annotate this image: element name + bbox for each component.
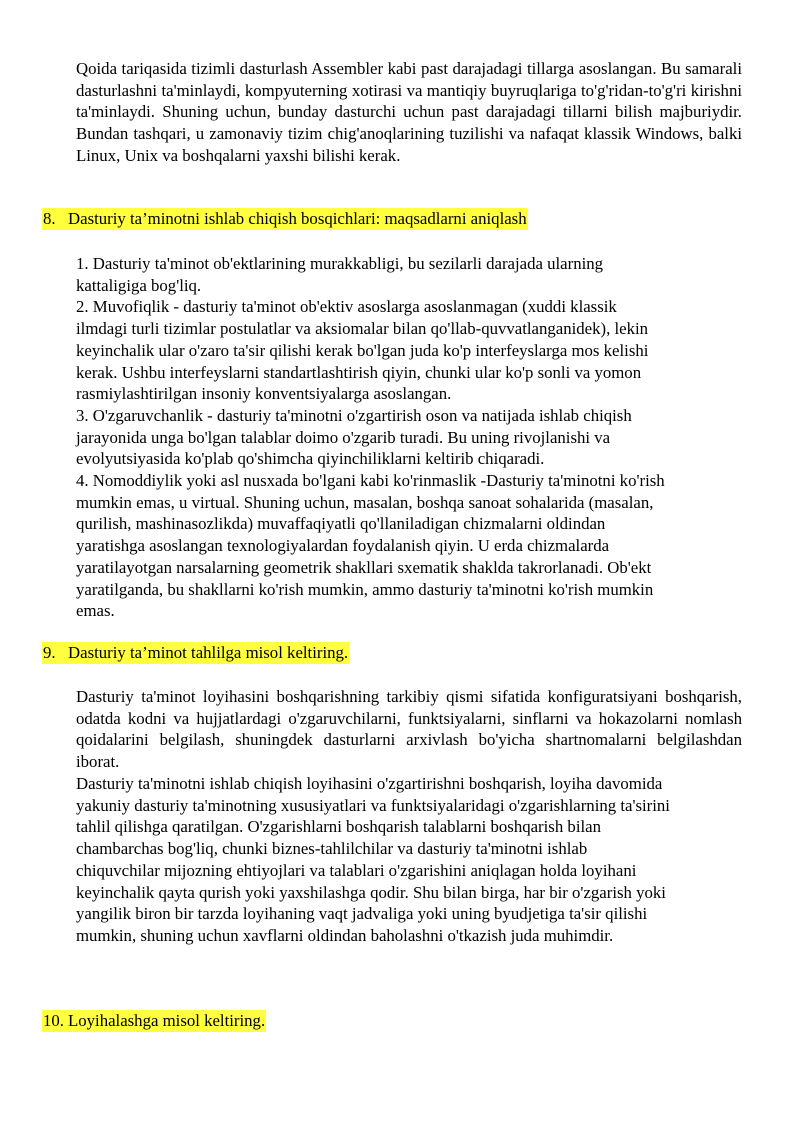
text-line: tahlil qilishga qaratilgan. O'zgarishlarni boshqarish talablarni boshqarish bilan (76, 817, 601, 837)
text-line: ilmdagi turli tizimlar postulatlar va aksiomalar bilan qo'llab-quvvatlanganidek), lekin (76, 319, 649, 339)
section-10-heading (42, 1010, 266, 1032)
section-9-title: Dasturiy ta’minot tahlilga misol keltiring. (68, 643, 349, 662)
text-line: yangilik biron bir tarzda loyihaning vaqt jadvaliga yoki uning byudjetiga ta'sir qilishi (76, 904, 648, 924)
text-line: kattaligiga bog'liq. (76, 275, 202, 295)
text-line: yaratilganda, bu shakllarni ko'rish mumkin, ammo dasturiy ta'minotni ko'rish mumkin (76, 579, 654, 599)
section-8-heading (42, 208, 528, 230)
text-line: yaratishga asoslangan texnologiyalardan foydalanish qiyin. U erda chizmalarda (76, 536, 610, 556)
section-8-number: 8. (43, 209, 56, 228)
section-10-number: 10. (43, 1011, 64, 1030)
section-10-title: Loyihalashga misol keltiring. (68, 1011, 266, 1030)
section-9-heading (42, 642, 349, 664)
section-8-title: Dasturiy ta’minotni ishlab chiqish bosqichlari: maqsadlarni aniqlash (68, 209, 527, 228)
section-9-number: 9. (43, 643, 56, 662)
text-line: Dasturiy ta'minotni ishlab chiqish loyihasini o'zgartirishni boshqarish, loyiha davomida (76, 774, 663, 793)
text-line: mumkin, shuning uchun xavflarni oldindan baholashni o'tkazish juda muhimdir. (76, 925, 614, 945)
text-line: qurilish, mashinasozlikda) muvaffaqiyatli qo'llaniladigan chizmalarni oldindan (76, 514, 606, 534)
text-line: keyinchalik ular o'zaro ta'sir qilishi kerak bo'lgan juda ko'p interfeyslarga mos kelishi (76, 340, 649, 360)
text-line: mumkin emas, u virtual. Shuning uchun, masalan, boshqa sanoat sohalarida (masalan, (76, 492, 654, 512)
text-line: jarayonida unga bo'lgan talablar doimo o'zgarib turadi. Bu uning rivojlanishi va (76, 427, 611, 447)
text-line: 4. Nomoddiylik yoki asl nusxada bo'lgani kabi ko'rinmaslik -Dasturiy ta'minotni ko'rish (76, 471, 665, 491)
text-line: chiquvchilar mijozning ehtiyojlari va talablari o'zgarishini aniqlagan holda loyihani (76, 860, 637, 880)
text-line: 2. Muvofiqlik - dasturiy ta'minot ob'ektiv asoslarga asoslanmagan (xuddi klassik (76, 297, 617, 317)
section-9-paragraph-2 (76, 773, 742, 947)
text-line: 3. O'zgaruvchanlik - dasturiy ta'minotni o'zgartirish oson va natijada ishlab chiqish (76, 405, 632, 425)
text-line: evolyutsiyasida ko'plab qo'shimcha qiyinchiliklarni keltirib chiqaradi. (76, 449, 545, 469)
intro-paragraph: Qoida tariqasida tizimli dasturlash Assembler kabi past darajadagi tillarga asoslangan. Bu samarali dasturlashni ta'minlaydi, kompyuterning xotirasi va mantiqiy buyruqlariga to'g'ridan-to'g'ri kirishni ta'minlaydi. Shuning uchun, bunday dasturchi uchun past darajadagi tillarni bilish majburiydir. Bundan tashqari, u zamonaviy tizim chig'anoqlarining tuzilishi va nafaqat klassik Windows, balki Linux, Unix va boshqalarni yaxshi bilishi kerak. (76, 59, 742, 165)
text-line: kerak. Ushbu interfeyslarni standartlashtirish qiyin, chunki ular ko'p sonli va yomon (76, 362, 642, 382)
text-line: yaratilayotgan narsalarning geometrik shakllari sxematik shaklda takrorlanadi. Ob'ekt (76, 557, 652, 577)
text-line: yakuniy dasturiy ta'minotning xususiyatlari va funktsiyalaridagi o'zgarishlarning ta'sirini (76, 795, 670, 815)
text-line: emas. (76, 601, 115, 621)
text-line: rasmiylashtirilgan insoniy konventsiyalarga asoslangan. (76, 384, 452, 404)
text-line: keyinchalik qayta qurish yoki yaxshilashga qodir. Shu bilan birga, har bir o'zgarish yoki (76, 882, 666, 902)
text-line: chambarchas bog'liq, chunki biznes-tahlilchilar va dasturiy ta'minotni ishlab (76, 839, 588, 859)
text-line: 1. Dasturiy ta'minot ob'ektlarining murakkabligi, bu sezilarli darajada ularning (76, 254, 604, 273)
section-9-paragraph-1: Dasturiy ta'minot loyihasini boshqarishning tarkibiy qismi sifatida konfiguratsiyani boshqarish, odatda kodni va hujjatlardagi o'zgaruvchilarni, funktsiyalarni, sinflarni va hokazolarni nomlash qoidalarini belgilash, shuningdek dasturlarni arxivlash bo'yicha shartnomalarni belgilashdan iborat. (76, 687, 742, 772)
section-8-body (76, 253, 742, 622)
